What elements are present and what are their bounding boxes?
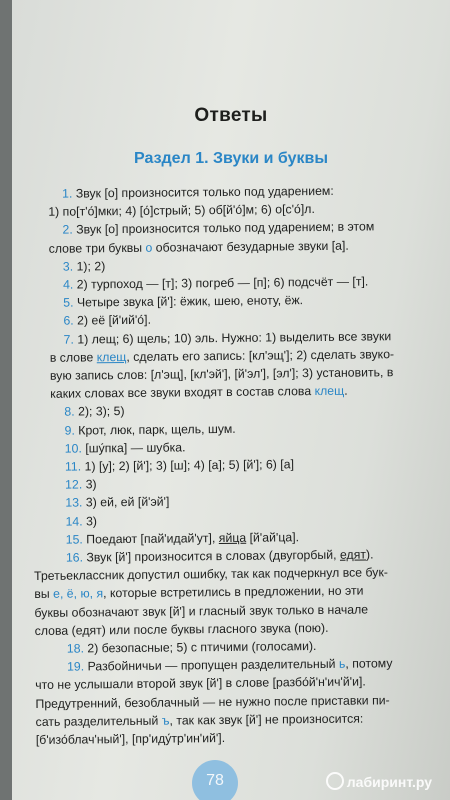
answer-text: ь bbox=[338, 657, 346, 672]
answer-text: , так как звук [й'] не произносится: bbox=[169, 711, 364, 728]
answer-text: 1) [у]; 2) [й']; 3) [ш]; 4) [а]; 5) [й']; 6) [а] bbox=[84, 457, 295, 474]
answer-text: 2) турпоход — [т]; 3) погреб — [п]; 6) подсчёт — [т]. bbox=[76, 274, 369, 292]
answer-text: сать разделительный bbox=[35, 713, 162, 729]
answer-number: 1. bbox=[62, 186, 76, 201]
answer-text: 2) безопасные; 5) с птичими (голосами). bbox=[87, 639, 317, 656]
answer-line bbox=[36, 727, 446, 749]
answer-text: о bbox=[145, 240, 153, 255]
answer-number: 8. bbox=[64, 404, 79, 420]
answer-number: 18. bbox=[66, 641, 88, 656]
answer-text: 3) ей, ей [й'эй'] bbox=[85, 495, 170, 510]
answer-number: 2. bbox=[62, 222, 77, 238]
answer-text: 2) её [й'ий'о́]. bbox=[77, 313, 152, 328]
answer-number: 3. bbox=[62, 259, 77, 274]
answer-text: клещ bbox=[96, 349, 127, 365]
answer-number: 4. bbox=[62, 277, 77, 292]
answer-text: Разбойничьи — пропущен разделительный bbox=[87, 657, 339, 674]
answer-text: 3) bbox=[85, 513, 98, 529]
answer-text: , которые встретились в предложении, но эти bbox=[103, 583, 364, 601]
answer-text: 1); 2) bbox=[76, 259, 106, 274]
answer-text: 2); 3); 5) bbox=[77, 404, 125, 419]
answer-text: 3) bbox=[85, 477, 97, 492]
answer-text: клещ bbox=[314, 383, 345, 399]
answer-text: буквы обозначают звук [й'] и гласный звук только в начале bbox=[34, 602, 369, 620]
answer-text: что не услышали второй звук [й'] в слове [разбо́й'н'ич'й'и]. bbox=[35, 674, 366, 693]
answer-text: ъ bbox=[161, 713, 170, 728]
answer-text: 1) лещ; 6) щель; 10) эль. Нужно: 1) выделить все звуки bbox=[77, 328, 392, 347]
answer-text: каких словах все звуки входят в состав слова bbox=[50, 384, 315, 402]
answer-text: Четыре звука [й']: ёжик, шею, еноту, ёж. bbox=[76, 293, 304, 310]
answer-number: 16. bbox=[65, 550, 87, 565]
answer-text: Звук [о] произносится только под ударением; в этом bbox=[76, 219, 375, 237]
answer-number: 14. bbox=[65, 514, 87, 529]
answer-text: ). bbox=[365, 547, 374, 562]
answer-number: 7. bbox=[63, 332, 78, 347]
answer-number: 13. bbox=[65, 495, 86, 511]
answer-text: е, ё, ю, я bbox=[53, 586, 104, 602]
answer-text: вы bbox=[34, 587, 54, 602]
answer-number: 19. bbox=[66, 659, 88, 674]
labirint-logo-icon bbox=[326, 772, 344, 790]
page-title: Ответы bbox=[194, 105, 268, 126]
answer-text: Звук [о] произносится только под ударением: bbox=[75, 183, 334, 201]
answer-number: 12. bbox=[65, 477, 86, 492]
answer-text: 1) по[т'о́]мки; 4) [о́]стрый; 5) об[й'о́]м; 6) о[с'о́]л. bbox=[48, 202, 315, 220]
answer-text: Третьеклассник допустил ошибку, так как подчеркнул все бук- bbox=[34, 565, 388, 584]
answer-text: в слове bbox=[49, 350, 97, 365]
answer-text: Предутренний, безоблачный — не нужно после приставки пи- bbox=[35, 692, 390, 711]
answer-text: [шу́пка] — шубка. bbox=[85, 440, 186, 456]
answer-text: слова (едят) или после буквы гласного звука (пою). bbox=[34, 620, 329, 638]
answer-text: [й'ай'ца]. bbox=[246, 530, 300, 545]
answer-number: 5. bbox=[63, 295, 77, 310]
answer-text: Поедают [пай'идай'ут], bbox=[86, 530, 219, 547]
answer-text: [б'изо́блач'ный'], [пр'иду́тр'ин'ий']. bbox=[35, 731, 226, 748]
answer-number: 6. bbox=[63, 313, 78, 329]
textbook-page bbox=[12, 0, 450, 800]
answer-text: яйца bbox=[218, 530, 247, 545]
answer-text: едят bbox=[339, 547, 367, 562]
page-number: 78 bbox=[192, 760, 238, 800]
answer-number: 11. bbox=[64, 459, 85, 474]
watermark-text: лабиринт.ру bbox=[346, 774, 432, 790]
answer-text: Крот, люк, парк, щель, шум. bbox=[78, 421, 236, 438]
answers-list bbox=[30, 181, 446, 750]
answer-text: , сделать его запись: [кл'эщ']; 2) сделать звуко- bbox=[126, 347, 395, 364]
watermark bbox=[326, 772, 432, 790]
answer-text: . bbox=[344, 383, 348, 398]
answer-number: 10. bbox=[64, 441, 86, 456]
section-heading: Раздел 1. Звуки и буквы bbox=[134, 150, 328, 167]
answer-text: обозначают безударные звуки [а]. bbox=[152, 238, 349, 255]
answer-text: вую запись слов: [л'эщ], [кл'эй'], [й'эл'], [эл']; 3) установить, в bbox=[49, 365, 394, 383]
answer-text: слове три буквы bbox=[48, 240, 146, 256]
answer-text: , потому bbox=[345, 656, 393, 672]
answer-text: Звук [й'] произносится в словах (двугорбый, bbox=[86, 547, 340, 565]
answer-number: 9. bbox=[64, 423, 79, 438]
answer-number: 15. bbox=[65, 532, 87, 547]
